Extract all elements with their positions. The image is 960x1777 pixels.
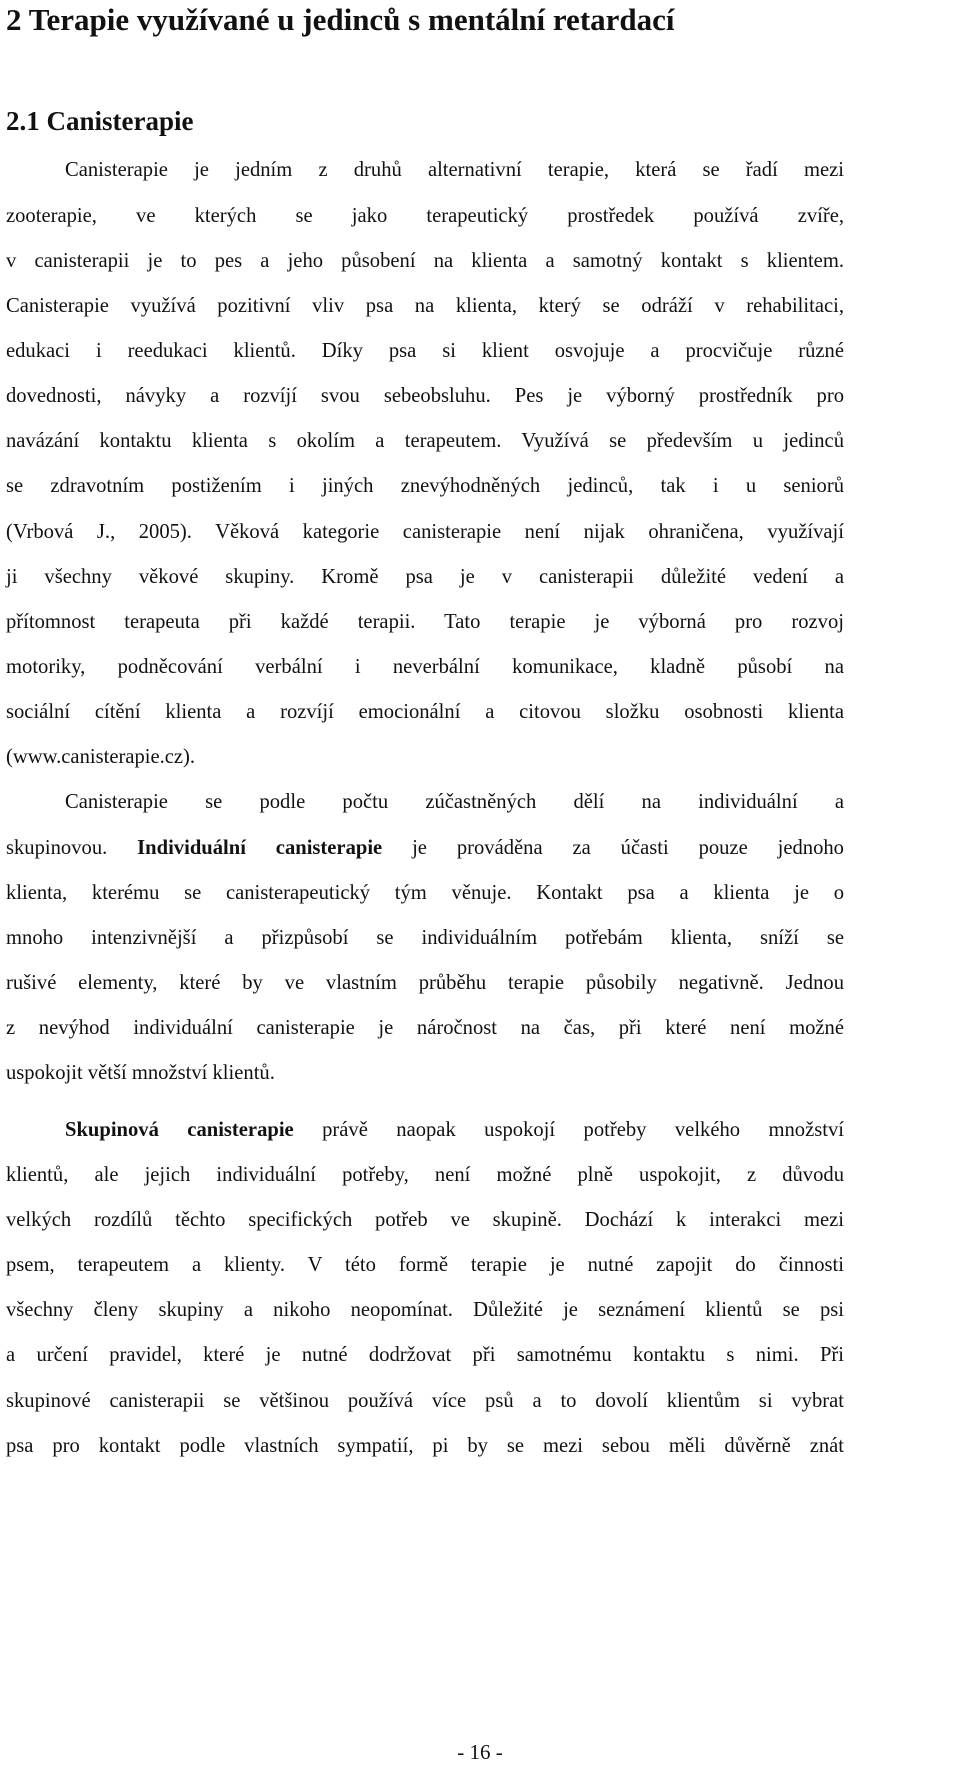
text-line: Canisterapie využívá pozitivní vliv psa na klienta, který se odráží v rehabilitaci, xyxy=(6,295,844,317)
text-line: mnoho intenzivnější a přizpůsobí se individuálním potřebám klienta, sníží se xyxy=(6,927,844,949)
text-line: a určení pravidel, které je nutné dodržovat při samotnému kontaktu s nimi. Při xyxy=(6,1344,844,1366)
text-line: psa pro kontakt podle vlastních sympatií, pi by se mezi sebou měli důvěrně znát xyxy=(6,1435,844,1457)
text-line-with-bold-term xyxy=(65,1110,844,1150)
text-run: skupinovou. xyxy=(6,837,138,859)
text-line: dovednosti, návyky a rozvíjí svou sebeobsluhu. Pes je výborný prostředník pro xyxy=(6,385,844,407)
text-line: Canisterapie je jedním z druhů alternativní terapie, která se řadí mezi xyxy=(65,159,844,181)
text-line: z nevýhod individuální canisterapie je náročnost na čas, při které není možné xyxy=(6,1017,844,1039)
text-line: ji všechny věkové skupiny. Kromě psa je v canisterapii důležité vedení a xyxy=(6,566,844,588)
chapter-heading: 2 Terapie využívané u jedinců s mentální retardací xyxy=(6,2,675,37)
text-line: uspokojit větší množství klientů. xyxy=(6,1062,275,1084)
text-line: v canisterapii je to pes a jeho působení na klienta a samotný kontakt s klientem. xyxy=(6,250,844,272)
text-line: psem, terapeutem a klienty. V této formě terapie je nutné zapojit do činnosti xyxy=(6,1254,844,1276)
text-line: klienta, kterému se canisterapeutický tým věnuje. Kontakt psa a klienta je o xyxy=(6,882,844,904)
text-line: skupinové canisterapii se většinou používá více psů a to dovolí klientům si vybrat xyxy=(6,1390,844,1412)
text-line: (www.canisterapie.cz). xyxy=(6,746,196,768)
section-heading: 2.1 Canisterapie xyxy=(6,106,194,136)
text-line: přítomnost terapeuta při každé terapii. Tato terapie je výborná pro rozvoj xyxy=(6,611,844,633)
text-run: je prováděna za účasti pouze jednoho xyxy=(382,837,844,859)
page-number: - 16 - xyxy=(457,1740,503,1764)
text-line: (Vrbová J., 2005). Věková kategorie canisterapie není nijak ohraničena, využívají xyxy=(6,521,844,543)
text-line: motoriky, podněcování verbální i neverbální komunikace, kladně působí na xyxy=(6,656,844,678)
text-line: navázání kontaktu klienta s okolím a terapeutem. Využívá se především u jedinců xyxy=(6,430,844,452)
bold-term-group-canisterapy: Skupinová canisterapie xyxy=(65,1119,294,1141)
text-line-with-bold-term xyxy=(6,828,844,868)
text-line: zooterapie, ve kterých se jako terapeutický prostředek používá zvíře, xyxy=(6,205,844,227)
text-line: edukaci i reedukaci klientů. Díky psa si klient osvojuje a procvičuje různé xyxy=(6,340,844,362)
bold-term-individual-canisterapy: Individuální canisterapie xyxy=(137,837,383,859)
text-line: Canisterapie se podle počtu zúčastněných dělí na individuální a xyxy=(65,791,844,813)
text-line: sociální cítění klienta a rozvíjí emocionální a citovou složku osobnosti klienta xyxy=(6,701,844,723)
text-line: všechny členy skupiny a nikoho neopomínat. Důležité je seznámení klientů se psi xyxy=(6,1299,844,1321)
text-line: rušivé elementy, které by ve vlastním průběhu terapie působily negativně. Jednou xyxy=(6,972,844,994)
text-line: klientů, ale jejich individuální potřeby, není možné plně uspokojit, z důvodu xyxy=(6,1164,844,1186)
text-run: právě naopak uspokojí potřeby velkého množství xyxy=(293,1119,844,1141)
text-line: se zdravotním postižením i jiných znevýhodněných jedinců, tak i u seniorů xyxy=(6,475,844,497)
text-line: velkých rozdílů těchto specifických potřeb ve skupině. Dochází k interakci mezi xyxy=(6,1209,844,1231)
